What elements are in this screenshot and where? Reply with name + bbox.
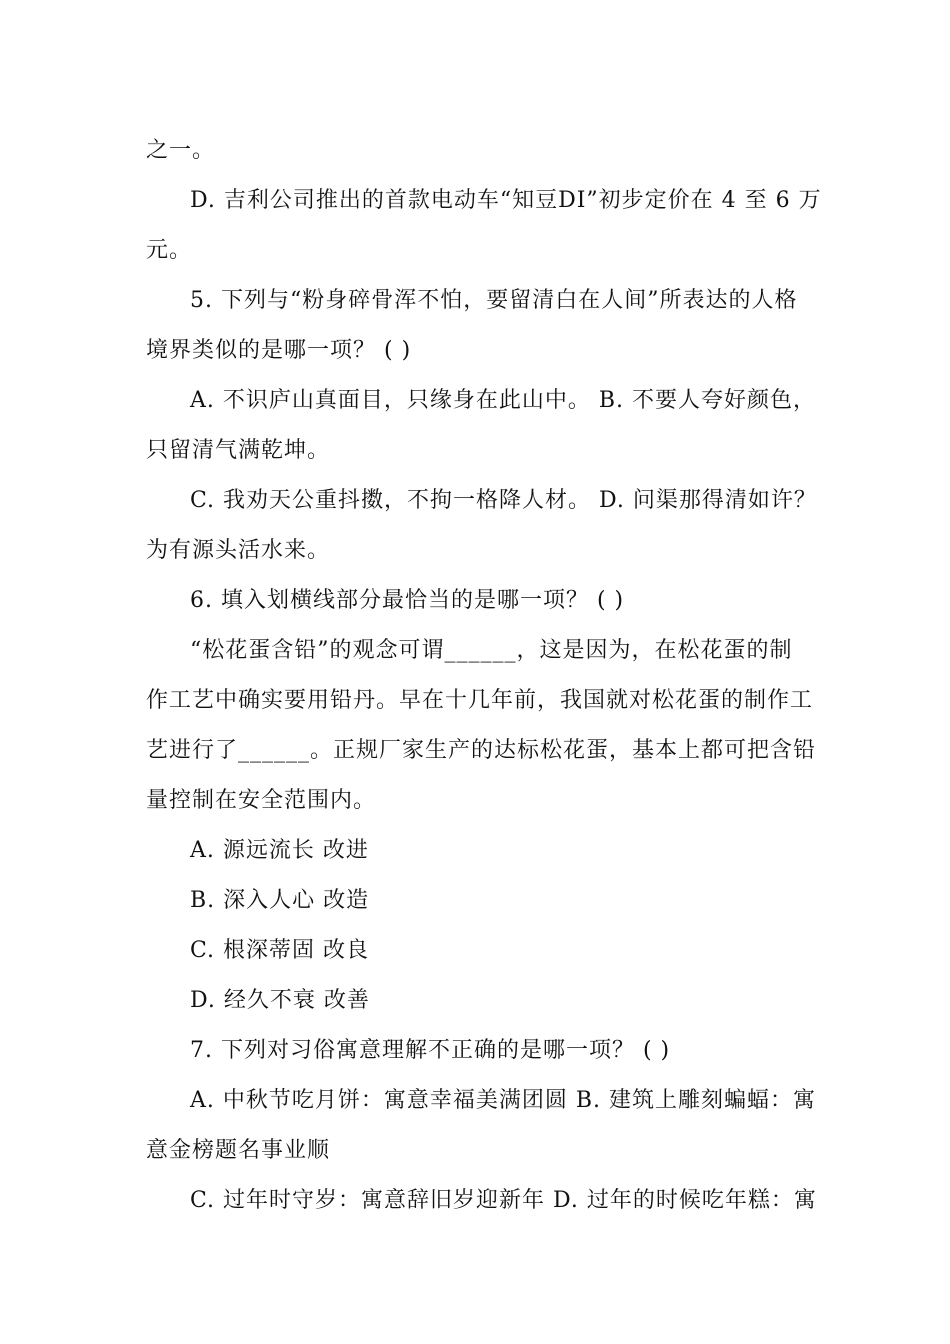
text-line: 之一。	[146, 138, 216, 163]
options-c-d-line: C. 过年时守岁：寓意辞旧岁迎新年 D. 过年的时候吃年糕：寓	[190, 1188, 817, 1213]
options-c-d-line: C. 我劝天公重抖擞，不拘一格降人材。 D. 问渠那得清如许？	[190, 488, 817, 513]
text-line: 为有源头活水来。	[146, 538, 331, 563]
text-line: 境界类似的是哪一项？ ( )	[146, 338, 412, 363]
text-line: 元。	[146, 238, 193, 263]
question-5: 5. 下列与“粉身碎骨浑不怕，要留清白在人间”所表达的人格	[190, 288, 798, 313]
document-page	[146, 126, 822, 1226]
options-a-b-line: A. 不识庐山真面目，只缘身在此山中。 B. 不要人夸好颜色，	[190, 388, 817, 413]
option-c: C. 根深蒂固 改良	[190, 938, 370, 963]
passage-line: 量控制在安全范围内。	[146, 788, 377, 813]
question-6: 6. 填入划横线部分最恰当的是哪一项？ ( )	[190, 588, 625, 613]
question-7: 7. 下列对习俗寓意理解不正确的是哪一项？ ( )	[190, 1038, 671, 1063]
text-line: 意金榜题名事业顺	[146, 1138, 331, 1163]
options-a-b-line: A. 中秋节吃月饼：寓意幸福美满团圆 B. 建筑上雕刻蝙蝠：寓	[190, 1088, 817, 1113]
passage-line: “松花蛋含铅”的观念可谓______，这是因为，在松花蛋的制	[190, 638, 793, 663]
option-b: B. 深入人心 改造	[190, 888, 370, 913]
text-line: 只留清气满乾坤。	[146, 438, 331, 463]
option-d: D. 经久不衰 改善	[190, 988, 370, 1013]
passage-line: 作工艺中确实要用铅丹。早在十几年前，我国就对松花蛋的制作工	[146, 688, 814, 713]
option-d-line: D. 吉利公司推出的首款电动车“知豆DI”初步定价在 4 至 6 万	[190, 188, 822, 213]
passage-line: 艺进行了______。正规厂家生产的达标松花蛋，基本上都可把含铅	[146, 738, 817, 763]
option-a: A. 源远流长 改进	[190, 838, 369, 863]
